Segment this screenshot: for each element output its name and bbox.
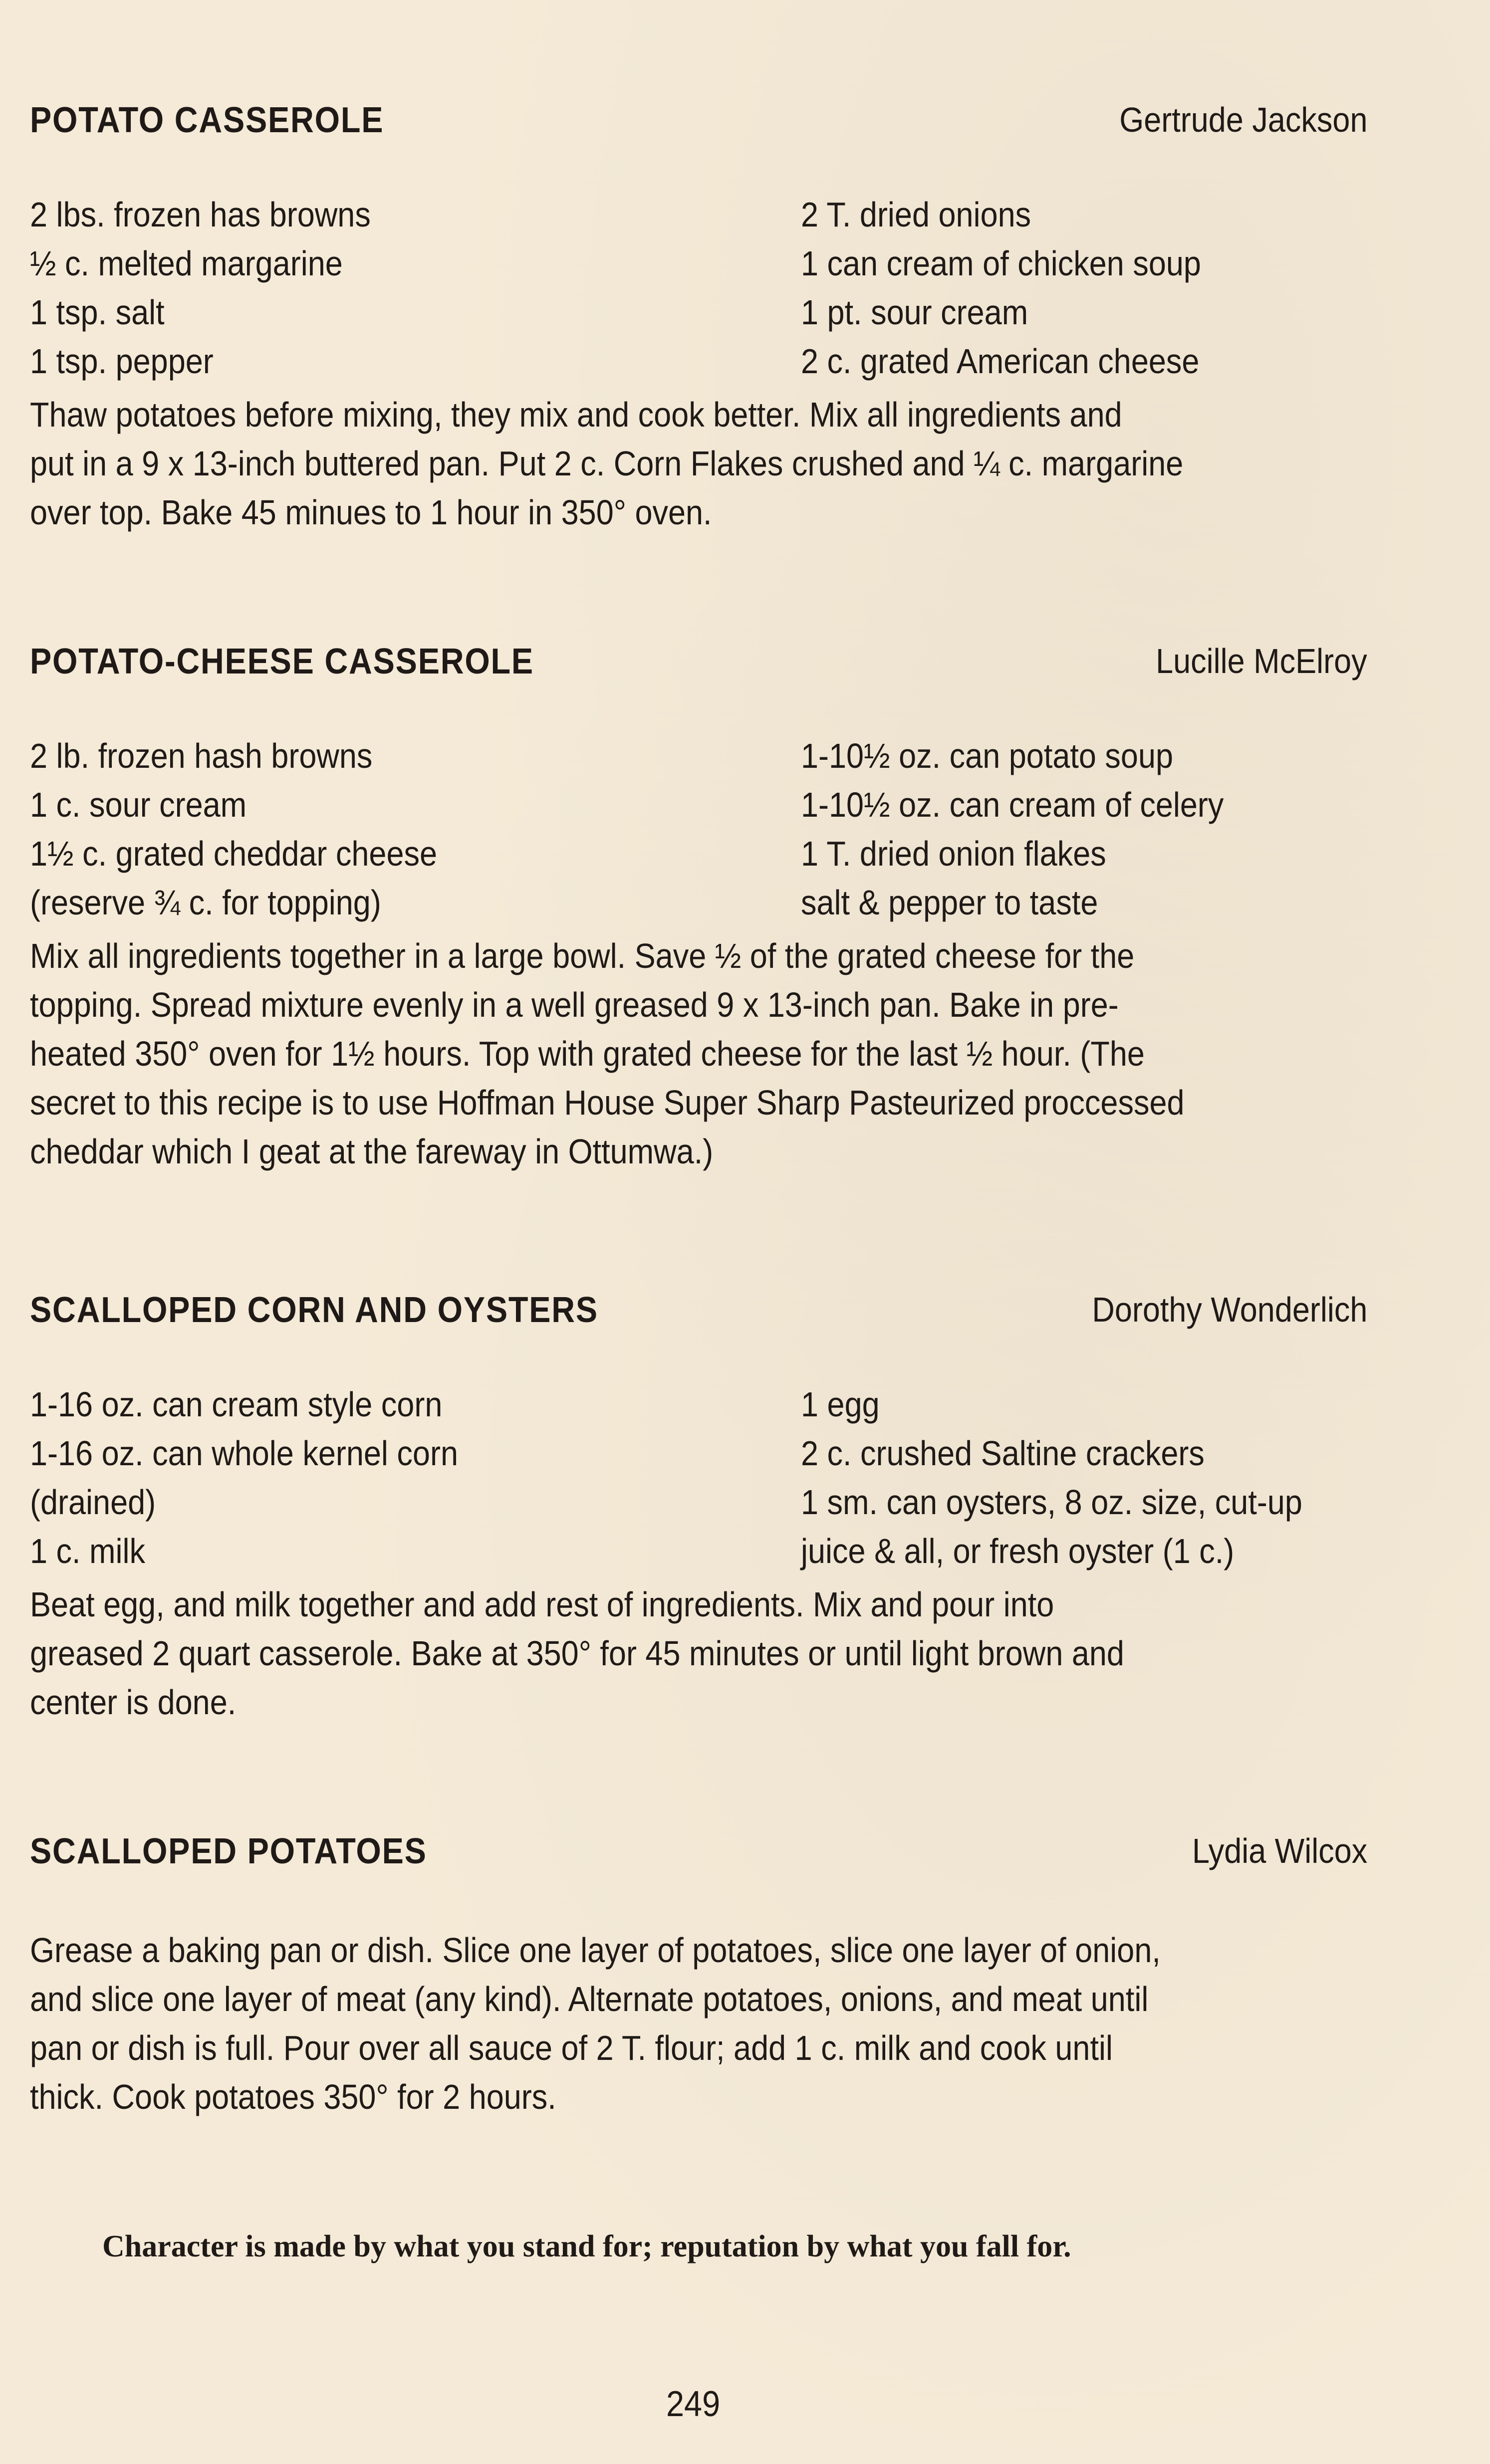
instruction-line: Thaw potatoes before mixing, they mix and cook better. Mix all ingredients and [30, 395, 1122, 434]
ingredient: 2 T. dried onions [801, 195, 1031, 234]
ingredient-list [30, 1384, 1367, 1580]
instruction-line: over top. Bake 45 minues to 1 hour in 350° oven. [30, 493, 712, 532]
instruction-line: put in a 9 x 13-inch buttered pan. Put 2 c. Corn Flakes crushed and ¼ c. margarine [30, 444, 1184, 483]
ingredient: (drained) [30, 1483, 156, 1522]
ingredient: 2 c. crushed Saltine crackers [801, 1434, 1205, 1473]
recipe-instructions [30, 1926, 1367, 2121]
ingredient: 1 T. dried onion flakes [801, 834, 1106, 873]
ingredient: 1 can cream of chicken soup [801, 244, 1201, 283]
ingredient-row [30, 736, 1367, 785]
recipe-title: SCALLOPED POTATOES [30, 1831, 427, 1871]
instruction-line: cheddar which I geat at the fareway in Ottumwa.) [30, 1132, 714, 1171]
ingredient: 1½ c. grated cheddar cheese [30, 834, 438, 873]
ingredient: 1 c. milk [30, 1532, 146, 1570]
ingredient-row [30, 341, 1367, 390]
ingredient-row [30, 292, 1367, 341]
ingredient-row [30, 1433, 1367, 1482]
ingredient: (reserve ¾ c. for topping) [30, 883, 381, 922]
ingredient-list [30, 736, 1367, 931]
ingredient: 2 lb. frozen hash browns [30, 736, 373, 775]
instruction-line: Mix all ingredients together in a large bowl. Save ½ of the grated cheese for the [30, 936, 1135, 975]
recipe-header [30, 1290, 1367, 1344]
instruction-line: topping. Spread mixture evenly in a well greased 9 x 13-inch pan. Bake in pre- [30, 985, 1119, 1024]
ingredient-row [30, 785, 1367, 834]
ingredient: 1-10½ oz. can potato soup [801, 736, 1174, 775]
recipe-author: Lydia Wilcox [1192, 1831, 1367, 1870]
ingredient-row [30, 834, 1367, 883]
instruction-line: Grease a baking pan or dish. Slice one layer of potatoes, slice one layer of onion, [30, 1931, 1161, 1970]
ingredient-row [30, 1531, 1367, 1580]
recipe-title: POTATO-CHEESE CASSEROLE [30, 642, 534, 681]
ingredient-list [30, 195, 1367, 390]
recipe-author: Gertrude Jackson [1119, 100, 1367, 139]
ingredient: 1 sm. can oysters, 8 oz. size, cut-up [801, 1483, 1302, 1522]
ingredient: 1 egg [801, 1385, 880, 1424]
recipe-author: Lucille McElroy [1156, 642, 1367, 680]
recipe-header [30, 100, 1367, 155]
ingredient: 1-10½ oz. can cream of celery [801, 785, 1224, 824]
ingredient-row [30, 243, 1367, 292]
instruction-line: greased 2 quart casserole. Bake at 350° for 45 minutes or until light brown and [30, 1634, 1124, 1673]
recipe-header [30, 1831, 1367, 1886]
recipe-potato-casserole [30, 100, 1367, 537]
ingredient-row [30, 1482, 1367, 1531]
ingredient-row [30, 883, 1367, 931]
page-number: 249 [666, 2384, 721, 2424]
recipe-scalloped-corn-and-oysters [30, 1290, 1367, 1727]
recipe-instructions [30, 390, 1367, 537]
recipe-header [30, 641, 1367, 696]
instruction-line: pan or dish is full. Pour over all sauce of 2 T. flour; add 1 c. milk and cook until [30, 2028, 1113, 2067]
ingredient: 1-16 oz. can whole kernel corn [30, 1434, 458, 1473]
footer-quote: Character is made by what you stand for; reputation by what you fall for. [102, 2230, 1071, 2263]
ingredient: juice & all, or fresh oyster (1 c.) [801, 1532, 1235, 1570]
ingredient: ½ c. melted margarine [30, 244, 343, 283]
ingredient: 1 pt. sour cream [801, 293, 1028, 332]
recipe-author: Dorothy Wonderlich [1091, 1290, 1367, 1329]
ingredient: 1-16 oz. can cream style corn [30, 1385, 443, 1424]
recipe-title: SCALLOPED CORN AND OYSTERS [30, 1290, 598, 1330]
instruction-line: Beat egg, and milk together and add rest of ingredients. Mix and pour into [30, 1585, 1054, 1624]
ingredient-row [30, 195, 1367, 243]
instruction-line: thick. Cook potatoes 350° for 2 hours. [30, 2077, 556, 2116]
ingredient: 2 lbs. frozen has browns [30, 195, 371, 234]
recipe-instructions [30, 931, 1367, 1176]
recipe-potato-cheese-casserole [30, 641, 1367, 1176]
instruction-line: center is done. [30, 1683, 237, 1722]
instruction-line: and slice one layer of meat (any kind). Alternate potatoes, onions, and meat until [30, 1980, 1149, 2018]
ingredient: 1 c. sour cream [30, 785, 247, 824]
ingredient-row [30, 1384, 1367, 1433]
ingredient: 2 c. grated American cheese [801, 342, 1200, 381]
recipe-title: POTATO CASSEROLE [30, 100, 384, 140]
recipe-scalloped-potatoes [30, 1831, 1367, 2121]
instruction-line: secret to this recipe is to use Hoffman House Super Sharp Pasteurized proccessed [30, 1083, 1185, 1122]
recipe-instructions [30, 1580, 1367, 1727]
ingredient: salt & pepper to taste [801, 883, 1098, 922]
instruction-line: heated 350° oven for 1½ hours. Top with grated cheese for the last ½ hour. (The [30, 1034, 1145, 1073]
ingredient: 1 tsp. pepper [30, 342, 214, 381]
ingredient: 1 tsp. salt [30, 293, 165, 332]
